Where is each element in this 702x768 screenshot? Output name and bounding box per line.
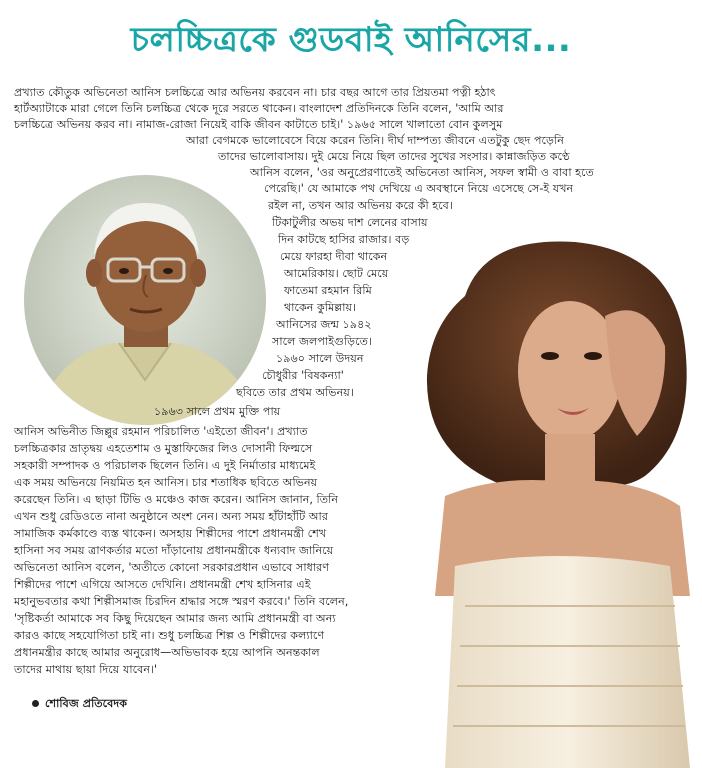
article-line: মেয়ে ফারহা দীবা থাকেন [280, 250, 388, 263]
article-line: সামাজিক কর্মকাণ্ডে ব্যস্ত থাকেন। অসহায় শিল্পীদের পাশে প্রধানমন্ত্রী শেখ [14, 527, 327, 540]
article-line: তাদের মাথায় ছায়া দিয়ে যাবেন।' [14, 663, 158, 676]
article-line: কারও কাছে সহযোগিতা চাই না। শুধু চলচ্চিত্র শিল্প ও শিল্পীদের কল্যাণে [14, 629, 325, 642]
article-line: দিন কাটছে হাসির রাজার। বড় [278, 233, 410, 246]
article-line: পেরেছি।' যে আমাকে পথ দেখিয়ে এ অবস্থানে নিয়ে এসেছে সে-ই যখন [264, 182, 574, 195]
article-line: আনিসের জন্ম ১৯৪২ [276, 318, 372, 331]
article-line: ফাতেমা রহমান রিমি [284, 284, 372, 297]
anis-portrait-photo [24, 175, 266, 425]
article-line: আনিস বলেন, 'ওর অনুপ্রেরণাতেই অভিনেতা আনিস, সফল স্বামী ও বাবা হতে [250, 166, 594, 179]
article-line: ১৯৬০ সালে উদয়ন [276, 352, 364, 365]
article-line: শিল্পীদের পাশে এগিয়ে আসতে দেখিনি। প্রধানমন্ত্রী শেখ হাসিনার এই [14, 578, 311, 591]
article-line: চৌধুরীর 'বিষকন্যা' [262, 369, 344, 382]
article-line: প্রধানমন্ত্রীর কাছে আমার অনুরোধ—অভিভাবক হয়ে আপনি অনন্তকাল [14, 646, 320, 659]
article-line: 'সৃষ্টিকর্তা আমাকে সব কিছু দিয়েছেন আমার জন্য আমি প্রধানমন্ত্রী বা অন্য [14, 612, 336, 625]
closing-line [14, 696, 127, 711]
article-line: প্রখ্যাত কৌতুক অভিনেতা আনিস চলচ্চিত্রে আর অভিনয় করবেন না। চার বছর আগে তার প্রিয়তমা পত্নী হঠাৎ [14, 86, 496, 99]
article-line: ১৯৬৩ সালে প্রথম মুক্তি পায় [154, 405, 281, 418]
article-line: হার্টঅ্যাটাকে মারা গেলে তিনি চলচ্চিত্র থেকে দূরে সরতে থাকেন। বাংলাদেশ প্রতিদিনকে তিনি বলেন, 'আমি আর [14, 102, 504, 115]
article-line: আরা বেগমকে ভালোবেসে বিয়ে করেন তিনি। দীর্ঘ দাম্পত্য জীবনে এতটুকু ছেদ পড়েনি [186, 134, 564, 147]
byline: শোবিজ প্রতিবেদক [45, 697, 128, 710]
actress-photo [405, 236, 702, 768]
article-line: টিকাটুলীর অভয় দাশ লেনের বাসায় [272, 216, 428, 229]
article-line: চলচ্চিত্রকার ভ্রাতৃদ্বয় এহতেশাম ও মুস্তাফিজের লিও দোসানী ফিল্মসে [14, 442, 313, 455]
article-line: সালে জলপাইগুড়িতে। [272, 335, 373, 348]
article-line: তাদের ভালোবাসায়। দুই মেয়ে নিয়ে ছিল তাদের সুখের সংসার। কান্নাজড়িত কণ্ঠে [218, 150, 570, 163]
article-line: আনিস অভিনীত জিল্লুর রহমান পরিচালিত 'এইতো জীবন'। প্রখ্যাত [14, 425, 308, 438]
article-line: মহানুভবতার কথা শিল্পীসমাজ চিরদিন শ্রদ্ধার সঙ্গে স্মরণ করবে।' তিনি বলেন, [14, 595, 349, 608]
article-line: সহকারী সম্পাদক ও পরিচালক ছিলেন তিনি। এ দুই নির্মাতার মাধ্যমেই [14, 459, 316, 472]
headline: চলচ্চিত্রকে গুডবাই আনিসের... [130, 20, 572, 60]
article-line: এক সময় অভিনয়ে নিয়মিত হন আনিস। চার শতাধিক ছবিতে অভিনয় [14, 476, 318, 489]
article-line: চলচ্চিত্রে অভিনয় করব না। নামাজ-রোজা নিয়েই বাকি জীবন কাটাতে চাই।' ১৯৬৫ সালে খালাতো বোন কুলসুম [14, 118, 503, 131]
article-line: আমেরিকায়। ছোট মেয়ে [284, 267, 389, 280]
article-line: রইল না, তখন আর অভিনয় করে কী হবে। [268, 199, 453, 212]
article-line: অভিনেতা আনিস বলেন, 'অতীতে কোনো সরকারপ্রধান এভাবে সাধারণ [14, 561, 330, 574]
bullet-dot-icon [32, 700, 39, 707]
article-line: হাসিনা সব সময় ত্রাণকর্তার মতো দাঁড়ানোয় প্রধানমন্ত্রীকে ধন্যবাদ জানিয়ে [14, 544, 334, 557]
article-line: থাকেন কুমিল্লায়। [284, 301, 357, 314]
article-line: এখন শুধু রেডিওতে নানা অনুষ্ঠানে অংশ নেন। অন্য সময় হাঁটাহাঁটি আর [14, 510, 329, 523]
article-line: করেছেন তিনি। এ ছাড়া টিভি ও মঞ্চেও কাজ করেন। আনিস জানান, তিনি [14, 493, 339, 506]
article-line: ছবিতে তার প্রথম অভিনয়। [236, 386, 354, 399]
